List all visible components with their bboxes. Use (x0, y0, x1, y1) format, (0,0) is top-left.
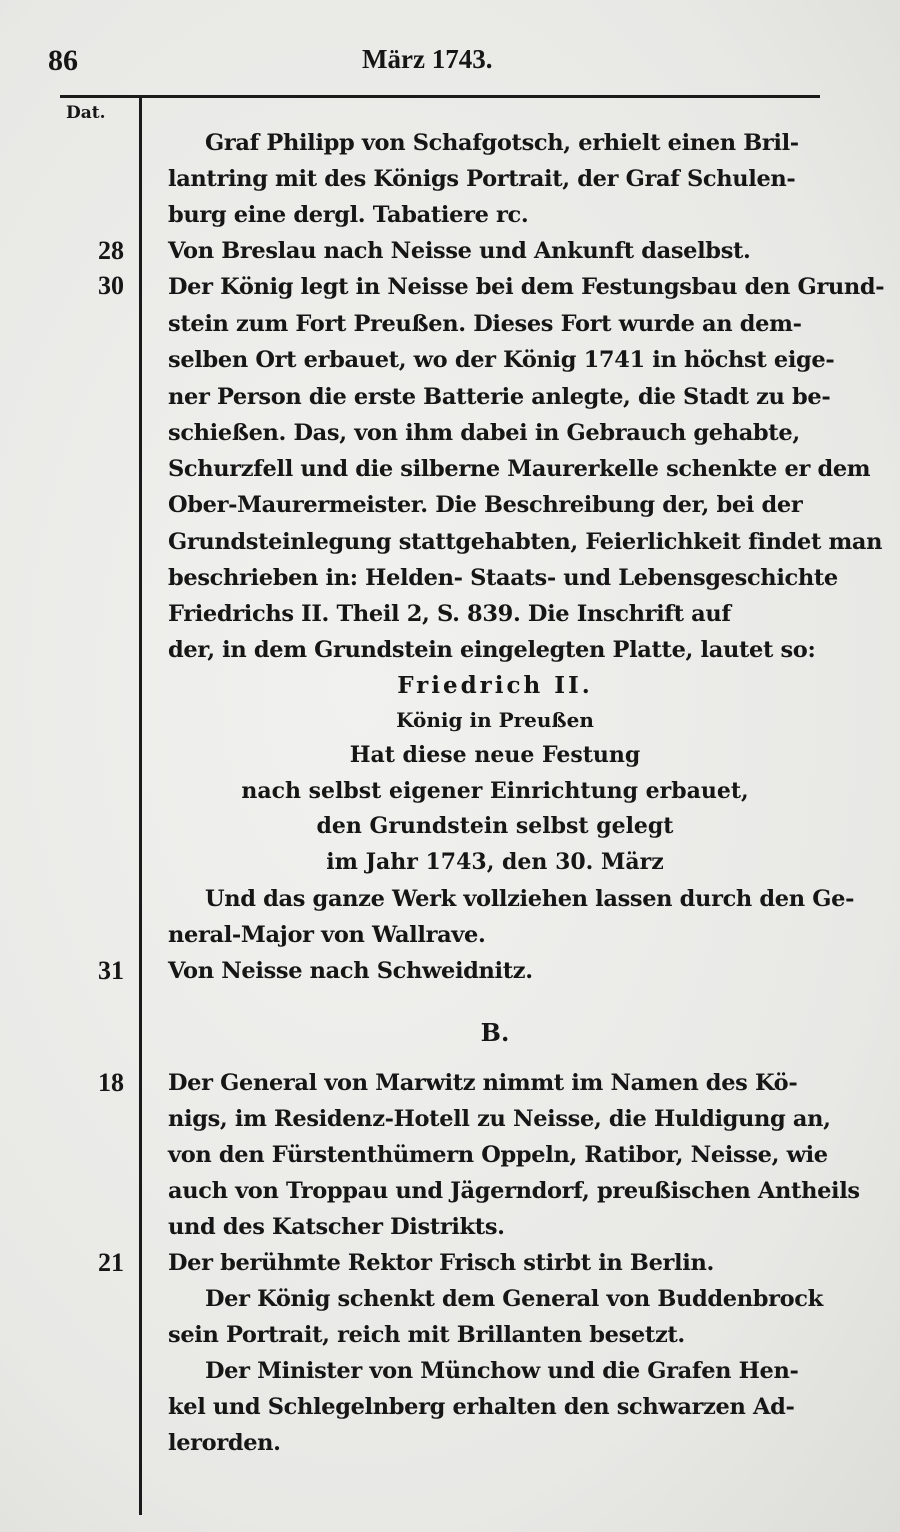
text-line: ner Person die erste Batterie anlegte, die Stadt zu be- (168, 384, 831, 410)
text-line: burg eine dergl. Tabatiere rc. (168, 202, 529, 228)
text-line: nigs, im Residenz-Hotell zu Neisse, die Huldigung an, (168, 1106, 831, 1132)
text-line: Friedrichs II. Theil 2, S. 839. Die Inschrift auf (168, 601, 731, 627)
inscription-line: den Grundstein selbst gelegt (316, 813, 674, 839)
inscription-line: im Jahr 1743, den 30. März (326, 849, 664, 875)
date-28: 28 (98, 236, 124, 265)
text-line: Der General von Marwitz nimmt im Namen des Kö- (168, 1070, 798, 1096)
text-line: und des Katscher Distrikts. (168, 1214, 505, 1240)
date-21: 21 (98, 1248, 124, 1277)
date-column-label: Dat. (66, 103, 106, 123)
text-line: kel und Schlegelnberg erhalten den schwarzen Ad- (168, 1394, 795, 1420)
text-line: Graf Philipp von Schafgotsch, erhielt einen Bril- (205, 130, 799, 156)
text-line: auch von Troppau und Jägerndorf, preußischen Antheils (168, 1178, 860, 1204)
text-line: lantring mit des Königs Portrait, der Graf Schulen- (168, 166, 796, 192)
text-line: schießen. Das, von ihm dabei in Gebrauch gehabte, (168, 420, 800, 446)
text-line: lerorden. (168, 1430, 281, 1456)
text-line: Der berühmte Rektor Frisch stirbt in Berlin. (168, 1250, 714, 1276)
text-line: von den Fürstenthümern Oppeln, Ratibor, Neisse, wie (168, 1142, 828, 1168)
inscription-line: König in Preußen (396, 708, 594, 732)
text-line: sein Portrait, reich mit Brillanten besetzt. (168, 1322, 685, 1348)
text-line: beschrieben in: Helden- Staats- und Lebensgeschichte (168, 565, 838, 591)
page-number: 86 (48, 44, 78, 77)
text-line: Schurzfell und die silberne Maurerkelle schenkte er dem (168, 456, 871, 482)
inscription-line: nach selbst eigener Einrichtung erbauet, (241, 778, 749, 804)
date-30: 30 (98, 271, 124, 300)
date-31: 31 (98, 956, 124, 985)
text-line: Ober-Maurermeister. Die Beschreibung der, bei der (168, 492, 803, 518)
header-rule (60, 95, 820, 98)
text-line: der, in dem Grundstein eingelegten Platte, lautet so: (168, 637, 816, 663)
date-column-rule (139, 97, 142, 1515)
text-line: selben Ort erbauet, wo der König 1741 in höchst eige- (168, 347, 835, 373)
section-heading: B. (480, 1018, 510, 1047)
text-line: neral-Major von Wallrave. (168, 922, 486, 948)
date-18: 18 (98, 1068, 124, 1097)
inscription-line: Friedrich II. (397, 672, 593, 699)
text-line: Der König schenkt dem General von Buddenbrock (205, 1286, 823, 1312)
text-line: Der König legt in Neisse bei dem Festungsbau den Grund- (168, 274, 885, 300)
text-line: Von Breslau nach Neisse und Ankunft daselbst. (168, 238, 751, 264)
text-line: Der Minister von Münchow und die Grafen Hen- (205, 1358, 799, 1384)
text-line: Grundsteinlegung stattgehabten, Feierlichkeit findet man (168, 529, 883, 555)
inscription-line: Hat diese neue Festung (349, 742, 641, 768)
text-line: stein zum Fort Preußen. Dieses Fort wurde an dem- (168, 311, 802, 337)
page-header-title: März 1743. (362, 44, 493, 74)
text-line: Von Neisse nach Schweidnitz. (168, 958, 533, 984)
text-line: Und das ganze Werk vollziehen lassen durch den Ge- (205, 886, 855, 912)
